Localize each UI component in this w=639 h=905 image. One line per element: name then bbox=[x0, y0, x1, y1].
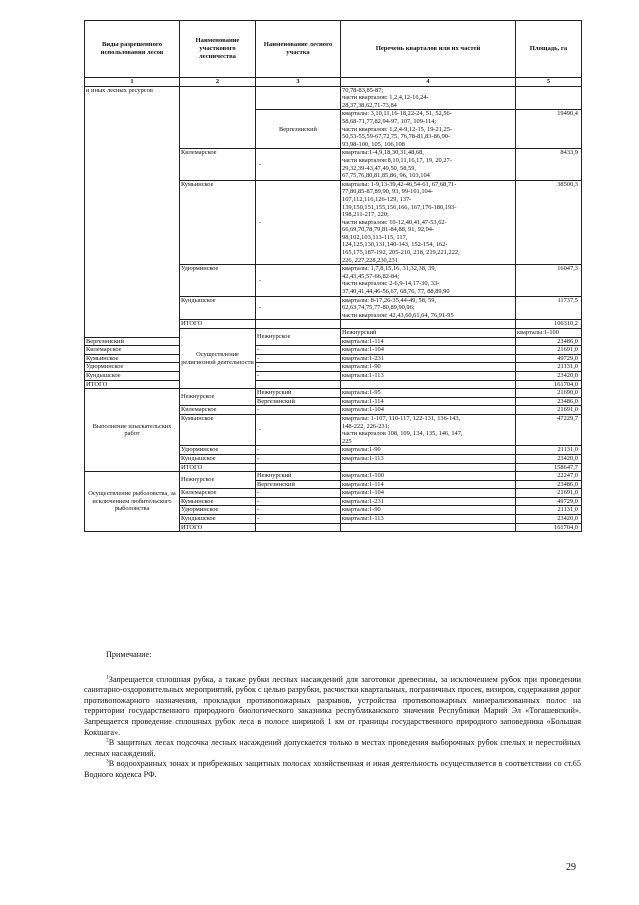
table-row bbox=[85, 389, 582, 398]
quarters-cell: кварталы:1-231 bbox=[341, 354, 516, 363]
quarters-cell: кварталы: 1,7,8,15,16, 31,32,38, 39, 42,43,45,57-66,82-84; части кварталов: 2-6,9-14,17-30, 33- 37,40,41,44,46-56,67, 68,76, 77, 88,89,90 bbox=[341, 265, 516, 296]
area-cell: 21131,0 bbox=[516, 363, 582, 372]
use-type-cell: Осуществление рыболовства, за исключением любительского рыболовства bbox=[85, 472, 180, 532]
area-cell: 38500,3 bbox=[516, 180, 582, 265]
forestry-cell bbox=[180, 86, 256, 149]
table-row bbox=[85, 371, 582, 380]
header-use-type: Виды разрешенного использования лесов bbox=[85, 21, 180, 78]
site-cell: Вергезинский bbox=[256, 110, 341, 149]
total-area: 161704,0 bbox=[516, 523, 582, 532]
forestry-cell: Нежнурское bbox=[180, 389, 256, 406]
total-area: 106310,2 bbox=[516, 320, 582, 329]
total-label: ИТОГО bbox=[180, 523, 256, 532]
quarters-cell: кварталы:1-114 bbox=[341, 397, 516, 406]
area-cell: 47229,7 bbox=[516, 414, 582, 445]
area-cell bbox=[516, 86, 582, 110]
quarters-cell: кварталы:1-100 bbox=[341, 472, 516, 481]
site-cell: - bbox=[256, 446, 341, 455]
total-row bbox=[85, 380, 582, 389]
site-cell: - bbox=[256, 497, 341, 506]
area-cell: 21690,0 bbox=[516, 389, 582, 398]
quarters-cell: кварталы:1-104 bbox=[341, 406, 516, 415]
site-cell: - bbox=[256, 515, 341, 524]
forestry-cell: Килемарское bbox=[180, 489, 256, 498]
notes-block bbox=[84, 650, 581, 781]
quarters-cell: кварталы:1-114 bbox=[341, 480, 516, 489]
quarters-cell: кварталы:1-100 bbox=[516, 329, 582, 338]
table-row bbox=[85, 363, 582, 372]
site-cell: Нежнурский bbox=[341, 329, 516, 338]
quarters-cell: кварталы:1-90 bbox=[341, 363, 516, 372]
header-forest-site: Наименование лесного участка bbox=[256, 21, 341, 78]
area-cell: 21131,0 bbox=[516, 446, 582, 455]
quarters-cell: кварталы:1-113 bbox=[341, 454, 516, 463]
site-cell: - bbox=[256, 149, 341, 180]
quarters-cell: кварталы:1-90 bbox=[341, 446, 516, 455]
lease-use-table bbox=[84, 20, 582, 532]
area-cell: 21691,0 bbox=[516, 346, 582, 355]
forestry-cell: Килемарское bbox=[180, 149, 256, 180]
column-number-row bbox=[85, 78, 582, 87]
forestry-cell: Кумьинское bbox=[85, 354, 180, 363]
quarters-cell: кварталы:1-95 bbox=[341, 389, 516, 398]
site-cell: - bbox=[256, 363, 341, 372]
site-cell: - bbox=[256, 371, 341, 380]
site-cell: Нежнурский bbox=[256, 389, 341, 398]
quarters-cell: кварталы: 3,10,11,16-18,22-24, 51, 52,56- 58,68-71,77,82,94-97, 107, 109-114; части кварталов: 1,2,4-9,12-15, 19-21,25- 50,53-55,59-67,72,75, 76,78-81,83-86,90- 93,98-100, 105, 106,108 bbox=[341, 110, 516, 149]
quarters-cell: кварталы:1-4,9,18,30,31,48,68, части кварталов:8,10,11,16,17, 19, 20,27- 29,32,39-43,47,49,50, 58,59, 67,75,76,80,81,85,86, 96, 103,104 bbox=[341, 149, 516, 180]
forestry-cell: Кумьинское bbox=[180, 180, 256, 265]
forestry-cell: Кундышское bbox=[85, 371, 180, 380]
area-cell: 11737,5 bbox=[516, 296, 582, 320]
column-number: 5 bbox=[516, 78, 582, 87]
header-area: Площадь, га bbox=[516, 21, 582, 78]
note-2 bbox=[84, 738, 581, 759]
area-cell: 19490,4 bbox=[516, 110, 582, 149]
note-1-mark: 1 bbox=[106, 673, 109, 680]
site-cell: - bbox=[256, 406, 341, 415]
column-number: 3 bbox=[256, 78, 341, 87]
area-cell: 16047,3 bbox=[516, 265, 582, 296]
notes-title: Примечание: bbox=[106, 650, 152, 659]
site-cell: - bbox=[256, 265, 341, 296]
area-cell: 23420,0 bbox=[516, 371, 582, 380]
site-cell: - bbox=[256, 346, 341, 355]
area-cell: 21691,0 bbox=[516, 406, 582, 415]
forestry-cell: Килемарское bbox=[85, 346, 180, 355]
site-cell: - bbox=[256, 180, 341, 265]
note-3 bbox=[84, 759, 581, 780]
forestry-cell: Удюрминское bbox=[180, 506, 256, 515]
table-row bbox=[85, 354, 582, 363]
forestry-cell: Кундышское bbox=[180, 454, 256, 463]
note-3-mark: 3 bbox=[106, 758, 109, 765]
area-cell: 23486,0 bbox=[516, 337, 582, 346]
header-quarters: Перечень кварталов или их частей bbox=[341, 21, 516, 78]
forestry-cell: Нежнурское bbox=[180, 472, 256, 489]
note-2-text: В защитных лесах подсочка лесных насаждений допускается только в местах проведения выборочных рубок спелых и перестойных лесных насаждений. bbox=[84, 738, 581, 758]
use-type-cell: Выполнение изыскательских работ bbox=[85, 389, 180, 472]
total-area: 158647,7 bbox=[516, 463, 582, 472]
area-cell: 49729,0 bbox=[516, 497, 582, 506]
quarters-cell: кварталы: 1-9,13-39,42-46,54-61, 67,68,71- 77,80,85-87,89,90, 93, 99-101,104- 107,112,116,126-129, 137- 139,150,151,155,156,166, 167,176-180,193- 198,211-217, 220; части кварталов: 10-12,40,41,47-53,62- 66,69,70,78,79,81-84,88, 91, 92,94- 98,102,103,113-115, 117, 124,125,130,131,140-143, 152-154, 162- 165,175,187-192, 205-210, 218, 219,221,222, 226, 227,228,230,231 bbox=[341, 180, 516, 265]
area-cell: 21691,0 bbox=[516, 489, 582, 498]
quarters-cell: 70,78-83,85-87; части кварталов: 1,2,4,12-16,24- 28,37,38,62,71-73,84 bbox=[341, 86, 516, 110]
forestry-cell: Кумьинское bbox=[180, 414, 256, 445]
site-cell: Вергезинский bbox=[256, 480, 341, 489]
note-1-text: Запрещается сплошная рубка, а также рубки лесных насаждений для заготовки древесины, за исключением рубок при проведении санитарно-оздоровительных мероприятий, рубок с целью разрубки, расчистки квартальных, пограничных просек, визиров, содержания дорог противопожарного назначения, прокладки противопожарных разрывов, устройства противопожарных минерализованных полос на территории государственного природного биологического заказника республиканского значения Республики Марий Эл «Тогашевский». Запрещается проведение сплошных рубок леса в полосе шириной 1 км от границы государственного природного заповедника «Большая Кокшага». bbox=[84, 674, 581, 737]
site-cell: - bbox=[256, 414, 341, 445]
forestry-cell: Удюрминское bbox=[180, 446, 256, 455]
table-row bbox=[85, 472, 582, 481]
use-type-cell: Осуществление религиозной деятельности bbox=[180, 329, 256, 389]
column-number: 1 bbox=[85, 78, 180, 87]
site-cell: - bbox=[256, 489, 341, 498]
total-label: ИТОГО bbox=[85, 380, 180, 389]
site-cell: - bbox=[256, 354, 341, 363]
quarters-cell: кварталы: 1-107, 110-117, 122-131, 136-143, 148-222, 226-231; части кварталов 108, 109, 134, 135, 146, 147, 225 bbox=[341, 414, 516, 445]
header-forestry: Наименование участкового лесничества bbox=[180, 21, 256, 78]
site-cell: Нежнурский bbox=[256, 472, 341, 481]
note-2-mark: 2 bbox=[106, 737, 109, 744]
page-number: 29 bbox=[566, 862, 576, 873]
quarters-cell: кварталы:1-104 bbox=[341, 489, 516, 498]
column-number: 4 bbox=[341, 78, 516, 87]
area-cell: 22247,0 bbox=[516, 472, 582, 481]
quarters-cell: кварталы:1-231 bbox=[341, 497, 516, 506]
use-type-cell: и иных лесных ресурсов bbox=[85, 86, 180, 337]
note-3-text: В водоохранных зонах и прибрежных защитных полосах хозяйственная и иная деятельность осуществляется в соответствии со ст.65 Водного кодекса РФ. bbox=[84, 759, 581, 779]
area-cell: 23420,0 bbox=[516, 515, 582, 524]
site-cell: - bbox=[256, 454, 341, 463]
total-label: ИТОГО bbox=[180, 320, 256, 329]
table-row bbox=[85, 86, 582, 110]
site-cell: - bbox=[256, 506, 341, 515]
area-cell: 21131,0 bbox=[516, 506, 582, 515]
forestry-cell: Кумьинское bbox=[180, 497, 256, 506]
area-cell: 23486,0 bbox=[516, 397, 582, 406]
table-header-row bbox=[85, 21, 582, 78]
area-cell: 49729,0 bbox=[516, 354, 582, 363]
quarters-cell: кварталы:1-113 bbox=[341, 515, 516, 524]
forestry-cell: Кундышское bbox=[180, 296, 256, 320]
site-cell: - bbox=[256, 296, 341, 320]
note-1 bbox=[84, 675, 581, 739]
quarters-cell: кварталы:1-114 bbox=[341, 337, 516, 346]
forestry-cell: Удюрминское bbox=[85, 363, 180, 372]
table-row bbox=[85, 346, 582, 355]
site-cell: Вергезинский bbox=[256, 397, 341, 406]
forestry-cell: Килемарское bbox=[180, 406, 256, 415]
area-cell: 23486,0 bbox=[516, 480, 582, 489]
forestry-cell: Кундышское bbox=[180, 515, 256, 524]
forestry-cell: Нежнурское bbox=[256, 329, 341, 346]
quarters-cell: кварталы:1-90 bbox=[341, 506, 516, 515]
quarters-cell: кварталы:1-104 bbox=[341, 346, 516, 355]
total-area: 161704,0 bbox=[516, 380, 582, 389]
area-cell: 8433,9 bbox=[516, 149, 582, 180]
total-label: ИТОГО bbox=[180, 463, 256, 472]
quarters-cell: кварталы:1-113 bbox=[341, 371, 516, 380]
column-number: 2 bbox=[180, 78, 256, 87]
site-cell: Вергезинский bbox=[85, 337, 180, 346]
quarters-cell: кварталы: 8-17,26-35,44-49, 58, 59, 62,63,74,75,77-80,89,90,96; части кварталов: 42,43,60,61,64, 76,91-95 bbox=[341, 296, 516, 320]
forestry-cell: Удюрминское bbox=[180, 265, 256, 296]
site-cell bbox=[256, 86, 341, 110]
area-cell: 23420,0 bbox=[516, 454, 582, 463]
